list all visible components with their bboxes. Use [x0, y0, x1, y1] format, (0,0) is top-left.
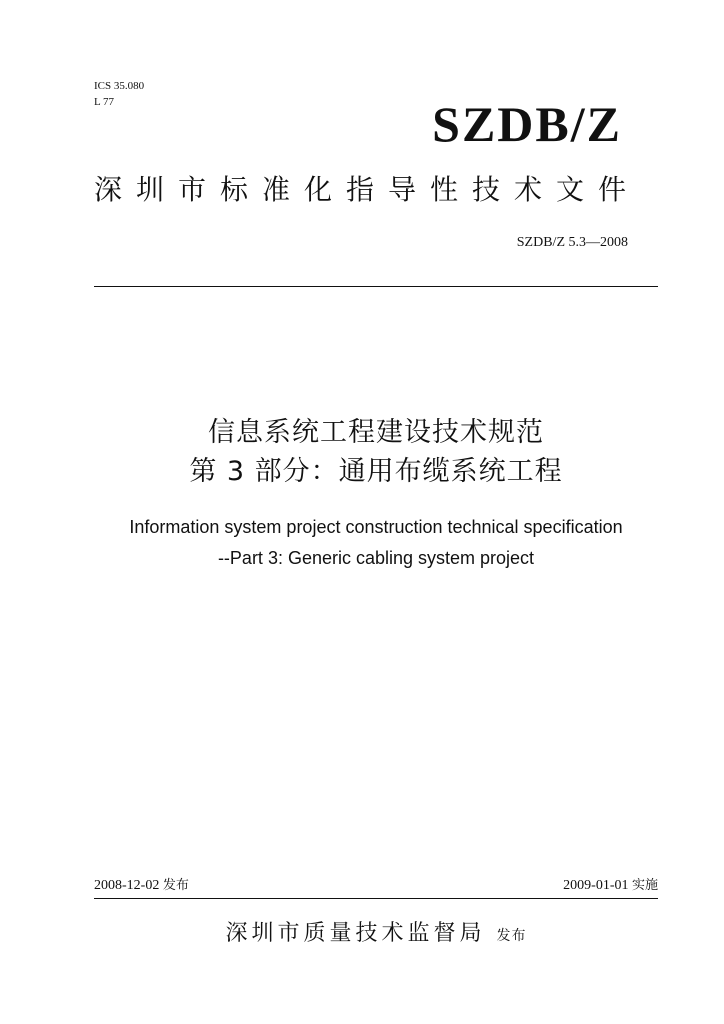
chinese-title-line-1: 信息系统工程建设技术规范 — [208, 417, 544, 448]
ics-code: ICS 35.080 — [94, 80, 145, 92]
effective-date-block — [430, 876, 658, 896]
footer-divider — [94, 898, 658, 899]
document-kind-heading: 深圳市标准化指导性技术文件 — [94, 173, 641, 206]
issuer-suffix: 发布 — [496, 928, 527, 944]
english-title-line-2: --Part 3: Generic cabling system project — [217, 548, 535, 568]
header-divider — [94, 286, 658, 287]
english-title-line-1: Information system project construction technical specification — [129, 517, 623, 537]
effective-label: 实施 — [631, 878, 658, 893]
issue-date: 2008-12-02 — [94, 878, 160, 893]
issuer-block — [94, 918, 658, 952]
issuer-name: 深圳市质量技术监督局 — [225, 921, 486, 946]
chinese-title-line-2: 第 3 部分：通用布缆系统工程 — [189, 456, 563, 487]
issue-date-block — [94, 876, 189, 896]
category-code: L 77 — [94, 96, 115, 108]
standard-number: SZDB/Z 5.3—2008 — [516, 235, 628, 250]
standard-mark: SZDB/Z — [432, 96, 622, 152]
issue-label: 发布 — [162, 878, 189, 893]
effective-date: 2009-01-01 — [563, 878, 629, 893]
